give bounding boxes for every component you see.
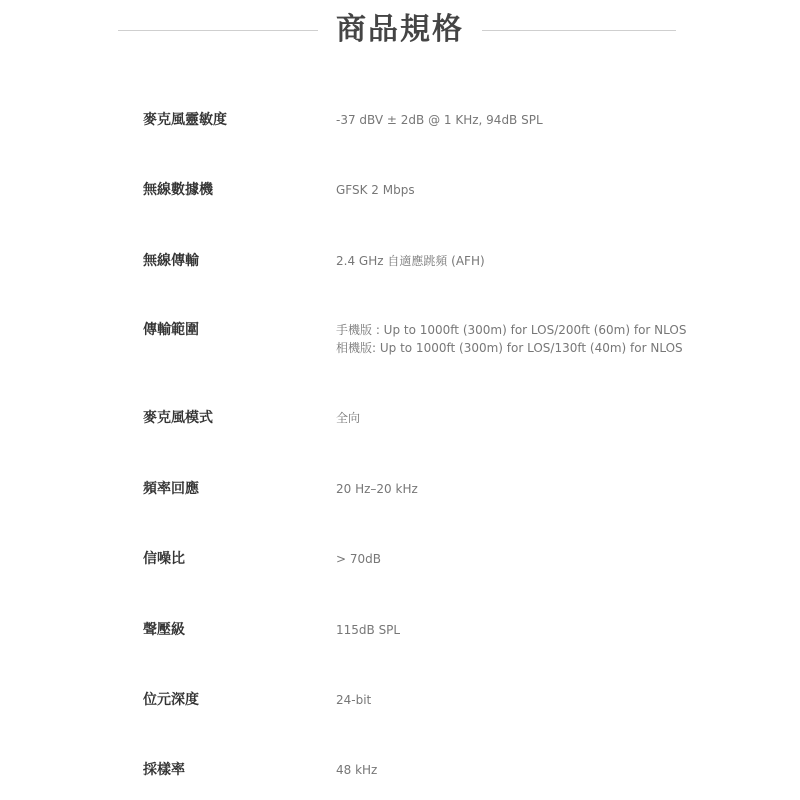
spec-label: 無線傳輸	[143, 253, 199, 269]
spec-value	[336, 111, 776, 129]
spec-value-line: 20 Hz–20 kHz	[336, 482, 418, 496]
spec-header	[0, 8, 800, 52]
spec-value	[336, 550, 776, 568]
spec-value-line: -37 dBV ± 2dB @ 1 KHz, 94dB SPL	[336, 113, 543, 127]
header-divider-left	[118, 30, 318, 31]
spec-label: 無線數據機	[143, 182, 213, 198]
spec-label: 麥克風靈敏度	[143, 112, 227, 128]
header-divider-right	[482, 30, 676, 31]
spec-label: 麥克風模式	[143, 410, 213, 426]
spec-label: 採樣率	[143, 762, 185, 778]
spec-value	[336, 181, 776, 199]
spec-value-line: > 70dB	[336, 552, 381, 566]
spec-value-line: 手機版 : Up to 1000ft (300m) for LOS/200ft (60m) for NLOS	[336, 323, 687, 337]
spec-value-line: GFSK 2 Mbps	[336, 183, 415, 197]
spec-value-line: 全向	[336, 411, 361, 425]
page-title: 商品規格	[336, 12, 464, 47]
spec-value	[336, 621, 776, 639]
spec-value	[336, 691, 776, 709]
spec-label: 信噪比	[143, 551, 185, 567]
spec-value	[336, 252, 776, 270]
spec-value	[336, 761, 776, 779]
spec-label: 位元深度	[143, 692, 199, 708]
spec-label: 頻率回應	[143, 481, 199, 497]
spec-value-line: 2.4 GHz 自適應跳頻 (AFH)	[336, 254, 485, 268]
spec-value-line: 相機版: Up to 1000ft (300m) for LOS/130ft (40m) for NLOS	[336, 341, 683, 355]
spec-value	[336, 321, 776, 357]
spec-value	[336, 409, 776, 427]
spec-value-line: 48 kHz	[336, 763, 378, 777]
spec-value	[336, 480, 776, 498]
spec-label: 傳輸範圍	[143, 322, 199, 338]
spec-value-line: 115dB SPL	[336, 623, 401, 637]
spec-value-line: 24-bit	[336, 693, 372, 707]
spec-label: 聲壓級	[143, 622, 185, 638]
